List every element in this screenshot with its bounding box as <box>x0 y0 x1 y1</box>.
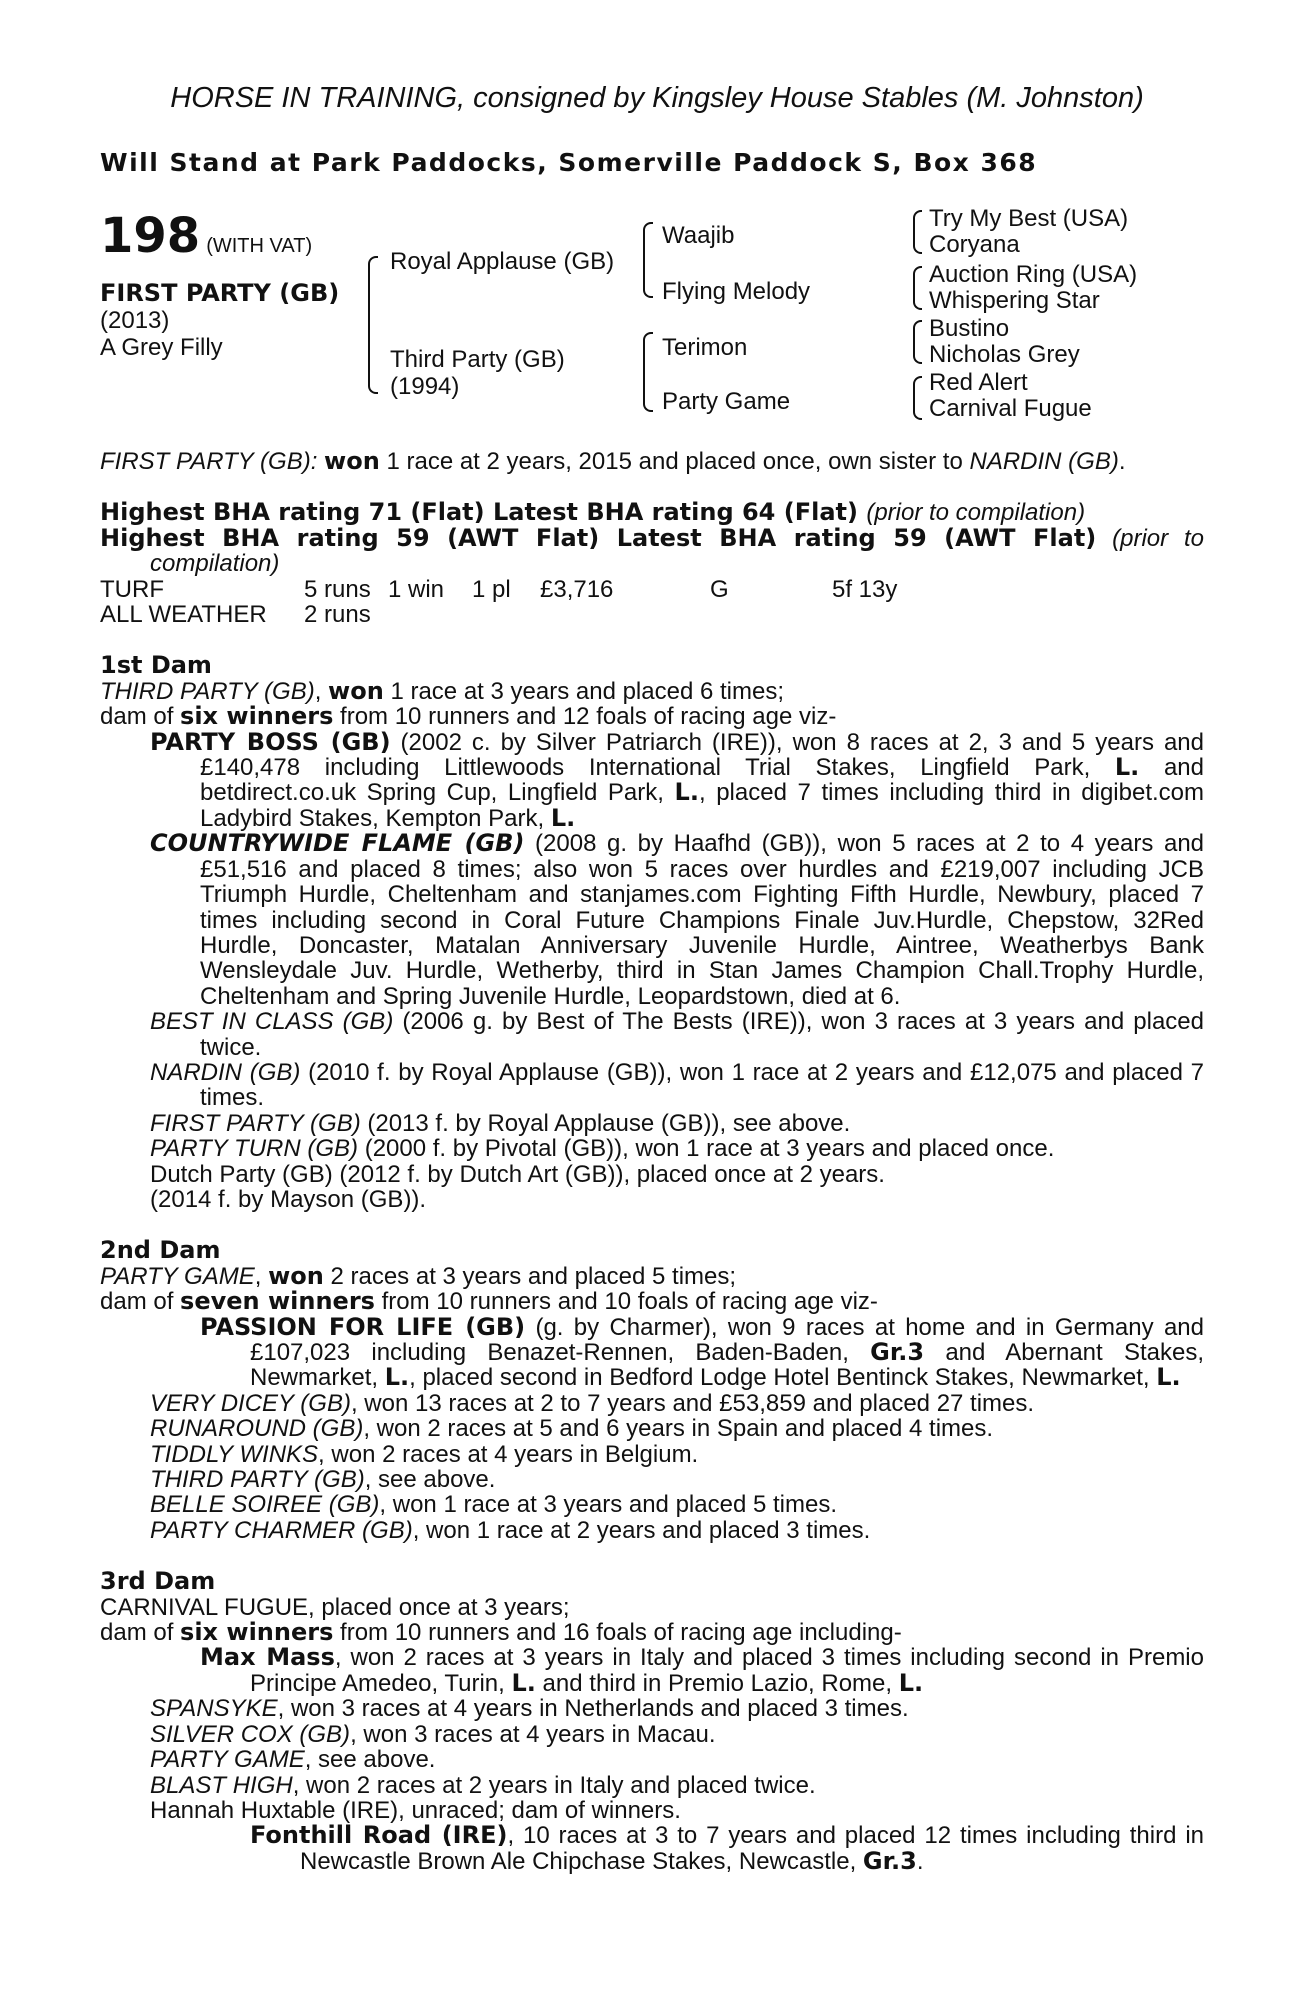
pedigree-brace-sire <box>368 256 378 394</box>
produce-entry: BEST IN CLASS (GB) (2006 g. by Best of The Bests (IRE)), won 3 races at 3 years and placed twice. <box>150 1008 1204 1061</box>
produce-entry: COUNTRYWIDE FLAME (GB) (2008 g. by Haafhd (GB)), won 5 races at 2 to 4 years and £51,516 and placed 8 times; also won 5 races over hurdles and £219,007 including JCB Triumph Hurdle, Cheltenham and stanjames.com Fighting Fifth Hurdle, Newbury, placed 7 times including second in Coral Future Champions Finale Juv.Hurdle, Chepstow, 32Red Hurdle, Doncaster, Matalan Anniversary Juvenile Hurdle, Aintree, Weatherbys Bank Wensleydale Juv. Hurdle, Wetherby, third in Stan James Champion Chall.Trophy Hurdle, Cheltenham and Spring Juvenile Hurdle, Leopardstown, died at 6. <box>150 829 1205 1010</box>
produce-entry: (2014 f. by Mayson (GB)). <box>150 1185 427 1213</box>
dam3-produce-summary: dam of six winners from 10 runners and 16 foals of racing age including- <box>100 1618 902 1647</box>
dam1-heading: 1st Dam <box>100 651 212 680</box>
produce-entry: PARTY GAME, see above. <box>150 1746 436 1774</box>
dam2-heading: 2nd Dam <box>100 1236 221 1265</box>
produce-entry: BLAST HIGH, won 2 races at 2 years in Italy and placed twice. <box>150 1771 816 1799</box>
pedigree-dam-year: (1994) <box>390 373 460 400</box>
pedigree-brace-g3-4 <box>913 376 922 420</box>
stand-location: Will Stand at Park Paddocks, Somerville Paddock S, Box 368 <box>100 148 1038 177</box>
dam3-heading: 3rd Dam <box>100 1567 216 1596</box>
produce-entry: FIRST PARTY (GB) (2013 f. by Royal Applause (GB)), see above. <box>150 1109 851 1137</box>
produce-entry: VERY DICEY (GB), won 13 races at 2 to 7 years and £53,859 and placed 27 times. <box>150 1389 1035 1417</box>
pedigree-granddam-1: Flying Melody <box>662 278 811 305</box>
produce-entry: RUNAROUND (GB), won 2 races at 5 and 6 years in Spain and placed 4 times. <box>150 1415 994 1443</box>
lot-number-block <box>100 208 312 264</box>
pedigree-brace-g3-2 <box>913 266 922 310</box>
rating-line-2: Highest BHA rating 59 (AWT Flat) Latest BHA rating 59 (AWT Flat) (prior to <box>100 523 1204 552</box>
produce-entry: Fonthill Road (IRE), 10 races at 3 to 7 years and placed 12 times including third in Newcastle Brown Ale Chipchase Stakes, Newcastle, Gr.3. <box>250 1821 1204 1875</box>
dam2-record: PARTY GAME, won 2 races at 3 years and placed 5 times; <box>100 1261 737 1290</box>
produce-entry: TIDDLY WINKS, won 2 races at 4 years in Belgium. <box>150 1440 699 1468</box>
pedigree-g3-item: Carnival Fugue <box>929 395 1092 422</box>
vat-note: (WITH VAT) <box>206 235 313 257</box>
pedigree-brace-sire-line <box>643 222 653 298</box>
pedigree-brace-g3-3 <box>913 320 922 364</box>
pedigree-g3-item: Red Alert <box>929 369 1028 396</box>
dam1-record: THIRD PARTY (GB), won 1 race at 3 years and placed 6 times; <box>100 676 784 705</box>
pedigree-grandsire-1: Waajib <box>662 222 735 249</box>
pedigree-brace-g3-1 <box>913 210 922 254</box>
catalogue-text <box>100 449 1204 1874</box>
produce-entry: SPANSYKE, won 3 races at 4 years in Netherlands and placed 3 times. <box>150 1695 909 1723</box>
pedigree-g3-item: Auction Ring (USA) <box>929 261 1138 288</box>
racing-stats-table <box>100 577 897 628</box>
produce-entry: PARTY BOSS (GB) (2002 c. by Silver Patriarch (IRE)), won 8 races at 2, 3 and 5 years and £140,478 including Littlewoods International Trial Stakes, Lingfield Park, L. and betdirect.co.uk Spring Cup, Lingfield Park, L., placed 7 times including third in digibet.com Ladybird Stakes, Kempton Park, L. <box>150 727 1204 832</box>
rating-line-1: Highest BHA rating 71 (Flat) Latest BHA rating 64 (Flat) (prior to compilation) <box>100 498 1086 527</box>
dam1-produce-summary: dam of six winners from 10 runners and 12 foals of racing age viz- <box>100 702 837 731</box>
produce-entry: SILVER COX (GB), won 3 races at 4 years in Macau. <box>150 1720 716 1748</box>
rating-line-2-cont: compilation) <box>150 550 280 578</box>
pedigree-third-generation <box>929 206 1137 422</box>
pedigree-g3-item: Nicholas Grey <box>929 341 1080 368</box>
produce-entry: Hannah Huxtable (IRE), unraced; dam of winners. <box>150 1796 681 1824</box>
race-summary: FIRST PARTY (GB): won 1 race at 2 years, 2015 and placed once, own sister to NARDIN (GB). <box>100 447 1126 475</box>
pedigree-granddam-2: Party Game <box>662 388 791 415</box>
produce-entry: PASSION FOR LIFE (GB) (g. by Charmer), won 9 races at home and in Germany and £107,023 including Benazet-Rennen, Baden-Baden, Gr.3 and Abernant Stakes, Newmarket, L., placed second in Bedford Lodge Hotel Bentinck Stakes, Newmarket, L. <box>200 1312 1204 1392</box>
consignor-header: HORSE IN TRAINING, consigned by Kingsley House Stables (M. Johnston) <box>170 82 1144 114</box>
stats-row-all-weather: ALL WEATHER 2 runs <box>100 601 371 629</box>
produce-entry: PARTY CHARMER (GB), won 1 race at 2 years and placed 3 times. <box>150 1516 871 1544</box>
dam2-produce-summary: dam of seven winners from 10 runners and 10 foals of racing age viz- <box>100 1287 878 1316</box>
pedigree-dam: Third Party (GB) <box>390 346 565 373</box>
pedigree-brace-dam-line <box>643 332 653 412</box>
pedigree-g3-item: Coryana <box>929 231 1020 258</box>
horse-year: (2013) <box>100 307 170 334</box>
pedigree-grandsire-2: Terimon <box>662 334 748 361</box>
pedigree-g3-item: Try My Best (USA) <box>929 205 1129 232</box>
produce-entry: THIRD PARTY (GB), see above. <box>150 1466 496 1494</box>
produce-entry: NARDIN (GB) (2010 f. by Royal Applause (GB)), won 1 race at 2 years and £12,075 and placed 7 times. <box>150 1058 1204 1112</box>
pedigree-g3-item: Whispering Star <box>929 287 1100 314</box>
lot-number: 198 <box>100 208 201 264</box>
produce-entry: Max Mass, won 2 races at 3 years in Italy and placed 3 times including second in Premio Principe Amedeo, Turin, L. and third in Premio Lazio, Rome, L. <box>200 1643 1204 1697</box>
produce-entry: Dutch Party (GB) (2012 f. by Dutch Art (GB)), placed once at 2 years. <box>150 1160 885 1188</box>
horse-name: FIRST PARTY (GB) <box>100 279 340 307</box>
produce-entry: PARTY TURN (GB) (2000 f. by Pivotal (GB)), won 1 race at 3 years and placed once. <box>150 1135 1055 1163</box>
stats-row-turf: TURF 5 runs 1 win 1 pl £3,716 G 5f 13y <box>100 575 898 603</box>
dam3-record: CARNIVAL FUGUE, placed once at 3 years; <box>100 1593 570 1621</box>
pedigree-sire: Royal Applause (GB) <box>390 248 615 275</box>
produce-entry: BELLE SOIREE (GB), won 1 race at 3 years and placed 5 times. <box>150 1491 837 1519</box>
pedigree-g3-item: Bustino <box>929 315 1010 342</box>
horse-description: A Grey Filly <box>100 334 223 361</box>
